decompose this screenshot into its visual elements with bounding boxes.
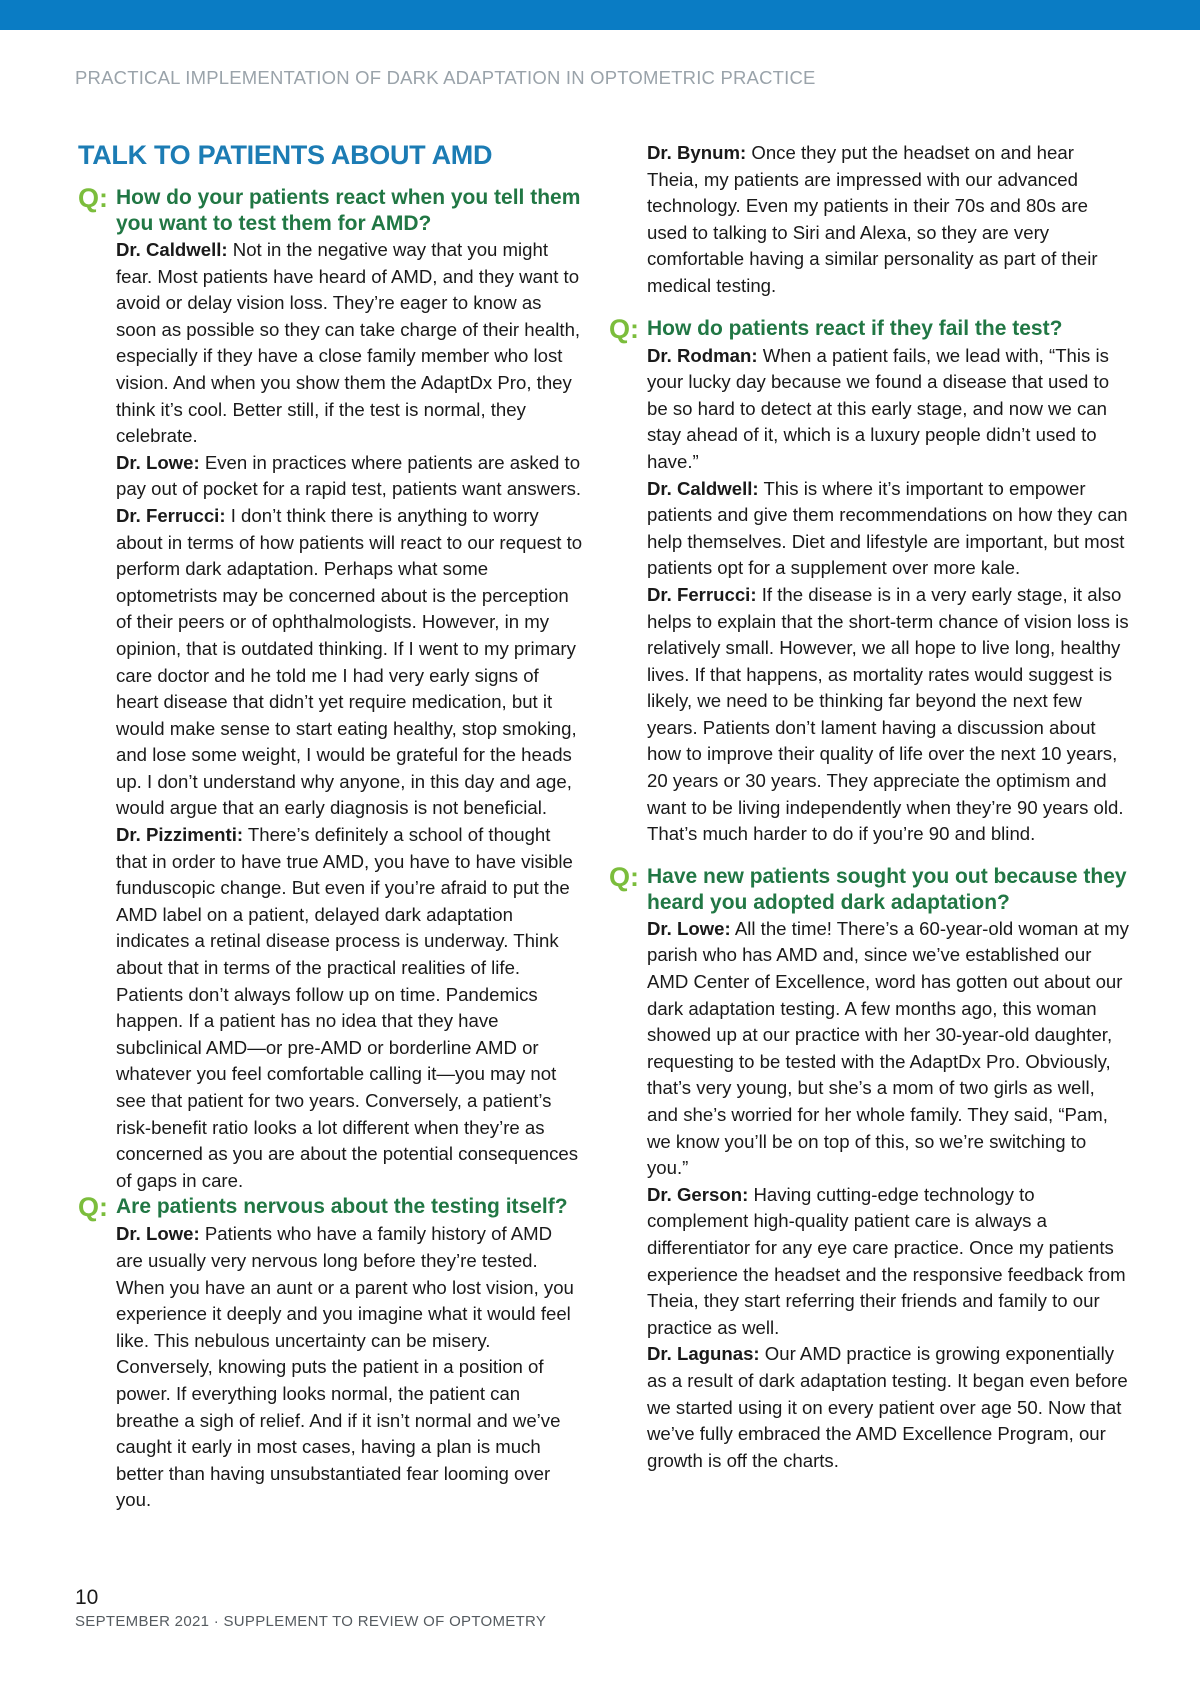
speaker-name: Dr. Pizzimenti:	[116, 824, 244, 846]
answer-text: I don’t think there is anything to worry about in terms of how patients will react to our request to perform dark adaptation. Perhaps what some optometrists may be concerned about is the perception of their peers or of ophthalmologists. However, in my opinion, that is outdated thinking. If I went to my primary care doctor and he told me I had very early signs of heart disease that didn’t yet require medication, but it would make sense to start eating healthy, stop smoking, and lose some weight, I would be grateful for the heads up. I don’t understand why anyone, in this day and age, would argue that an early diagnosis is not beneficial.	[116, 504, 583, 819]
speaker-name: Dr. Lowe:	[116, 1223, 200, 1245]
section-title: TALK TO PATIENTS ABOUT AMD	[78, 140, 493, 170]
speaker-name: Dr. Caldwell:	[647, 477, 759, 499]
qa-block	[78, 185, 584, 1194]
speaker-name: Dr. Lagunas:	[647, 1343, 760, 1365]
answer-paragraph	[647, 476, 1129, 582]
answers	[609, 343, 1129, 848]
answers	[78, 1221, 584, 1514]
running-header: PRACTICAL IMPLEMENTATION OF DARK ADAPTATION IN OPTOMETRIC PRACTICE	[75, 67, 816, 88]
answer-text: Having cutting-edge technology to complement high-quality patient care is always a differentiator for any eye care practice. Once my patients experience the headset and the responsive feedback from Theia, they start referring their friends and family to our practice as well.	[647, 1183, 1126, 1338]
answer-paragraph	[116, 503, 584, 822]
speaker-name: Dr. Caldwell:	[116, 239, 228, 260]
answer-text: This is where it’s important to empower patients and give them recommendations on how they can help themselves. Diet and lifestyle are important, but most patients opt for a supplement over more kale.	[647, 477, 1128, 579]
answer-text: Our AMD practice is growing exponentially as a result of dark adaptation testing. It began even before we started using it on every patient over age 50. Now that we’ve fully embraced the AMD Excellence Program, our growth is off the charts.	[647, 1343, 1128, 1471]
speaker-name: Dr. Lowe:	[116, 451, 200, 473]
answers	[609, 140, 1129, 300]
speaker-name: Dr. Ferrucci:	[647, 583, 757, 605]
question-row	[78, 1194, 584, 1221]
answers	[609, 916, 1129, 1474]
qa-block	[78, 1194, 584, 1514]
answers	[78, 237, 584, 1194]
answer-paragraph	[116, 822, 584, 1194]
q-marker: Q:	[609, 313, 639, 344]
top-color-bar	[0, 0, 1200, 30]
answer-paragraph	[647, 343, 1129, 476]
answer-text: When a patient fails, we lead with, “This is your lucky day because we found a disease that used to be so hard to detect at this early stage, and now we can stay ahead of it, which is a luxury people didn’t used to have.”	[647, 344, 1110, 472]
answer-text: Even in practices where patients are asked to pay out of pocket for a rapid test, patients want answers.	[116, 451, 582, 500]
answer-paragraph	[647, 140, 1129, 300]
qa-block-continued	[609, 140, 1129, 300]
left-column	[78, 140, 584, 1514]
question-row	[609, 313, 1129, 344]
answer-text: Not in the negative way that you might fear. Most patients have heard of AMD, and they want to avoid or delay vision loss. They’re eager to know as soon as possible so they can take charge of their health, especially if they have a close family member who lost vision. And when you show them the AdaptDx Pro, they think it’s cool. Better still, if the test is normal, they celebrate.	[116, 239, 581, 447]
question-row	[609, 861, 1129, 916]
question-text: Are patients nervous about the testing itself?	[116, 1195, 568, 1219]
answer-text: Once they put the headset on and hear Theia, my patients are impressed with our advanced technology. Even my patients in their 70s and 80s are used to talking to Siri and Alexa, so they are very comfortable having a similar personality as part of their medical testing.	[647, 142, 1098, 296]
q-marker: Q:	[78, 183, 108, 213]
q-marker: Q:	[78, 1192, 108, 1223]
question-row	[78, 185, 584, 237]
answer-text: If the disease is in a very early stage, it also helps to explain that the short-term chance of vision loss is relatively small. However, we all hope to live long, healthy lives. If that happens, as mortality rates would suggest is likely, we need to be thinking far beyond the next few years. Patients don’t lament having a discussion about how to improve their quality of life over the next 10 years, 20 years or 30 years. They appreciate the optimism and want to be living independently when they’re 90 years old. That’s much harder to do if you’re 90 and blind.	[647, 583, 1129, 845]
answer-paragraph	[116, 1221, 584, 1514]
qa-block	[609, 861, 1129, 1474]
answer-paragraph	[647, 1182, 1129, 1342]
speaker-name: Dr. Bynum:	[647, 142, 747, 163]
q-marker: Q:	[609, 861, 639, 892]
publication-footer: SEPTEMBER 2021 · SUPPLEMENT TO REVIEW OF OPTOMETRY	[75, 1613, 547, 1630]
answer-paragraph	[647, 916, 1129, 1182]
speaker-name: Dr. Rodman:	[647, 344, 758, 366]
qa-block	[609, 313, 1129, 848]
answer-text: Patients who have a family history of AMD are usually very nervous long before they’re tested. When you have an aunt or a parent who lost vision, you experience it deeply and you imagine what it would feel like. This nebulous uncertainty can be misery. Conversely, knowing puts the patient in a position of power. If everything looks normal, the patient can breathe a sigh of relief. And if it isn’t normal and we’ve caught it early in most cases, having a plan is much better than having unsubstantiated fear looming over you.	[116, 1223, 574, 1511]
question-text: How do patients react if they fail the test?	[647, 316, 1063, 340]
answer-text: There’s definitely a school of thought that in order to have true AMD, you have to have visible funduscopic change. But even if you’re afraid to put the AMD label on a patient, delayed dark adaptation indicates a retinal disease process is underway. Think about that in terms of the practical realities of life. Patients don’t always follow up on time. Pandemics happen. If a patient has no idea that they have subclinical AMD—or pre-AMD or borderline AMD or whatever you feel comfortable calling it—you may not see that patient for two years. Conversely, a patient’s risk-benefit ratio looks a lot different when they’re as concerned as you are about the potential consequences of gaps in care.	[116, 824, 579, 1191]
speaker-name: Dr. Lowe:	[647, 917, 731, 939]
answer-paragraph	[647, 582, 1129, 848]
speaker-name: Dr. Gerson:	[647, 1183, 749, 1205]
right-column	[609, 140, 1129, 1474]
question-text: How do your patients react when you tell them you want to test them for AMD?	[116, 186, 581, 235]
answer-text: All the time! There’s a 60-year-old woman at my parish who has AMD and, since we’ve established our AMD Center of Excellence, word has gotten out about our dark adaptation testing. A few months ago, this woman showed up at our practice with her 30-year-old daughter, requesting to be tested with the AdaptDx Pro. Obviously, that’s very young, but she’s a mom of two girls as well, and she’s worried for her whole family. They said, “Pam, we know you’ll be on top of this, so we’re switching to you.”	[647, 917, 1129, 1179]
answer-paragraph	[116, 450, 584, 503]
page-number: 10	[75, 1586, 99, 1609]
answer-paragraph	[647, 1341, 1129, 1474]
speaker-name: Dr. Ferrucci:	[116, 504, 226, 526]
question-text: Have new patients sought you out because they heard you adopted dark adaptation?	[647, 864, 1127, 914]
answer-paragraph	[116, 237, 584, 450]
